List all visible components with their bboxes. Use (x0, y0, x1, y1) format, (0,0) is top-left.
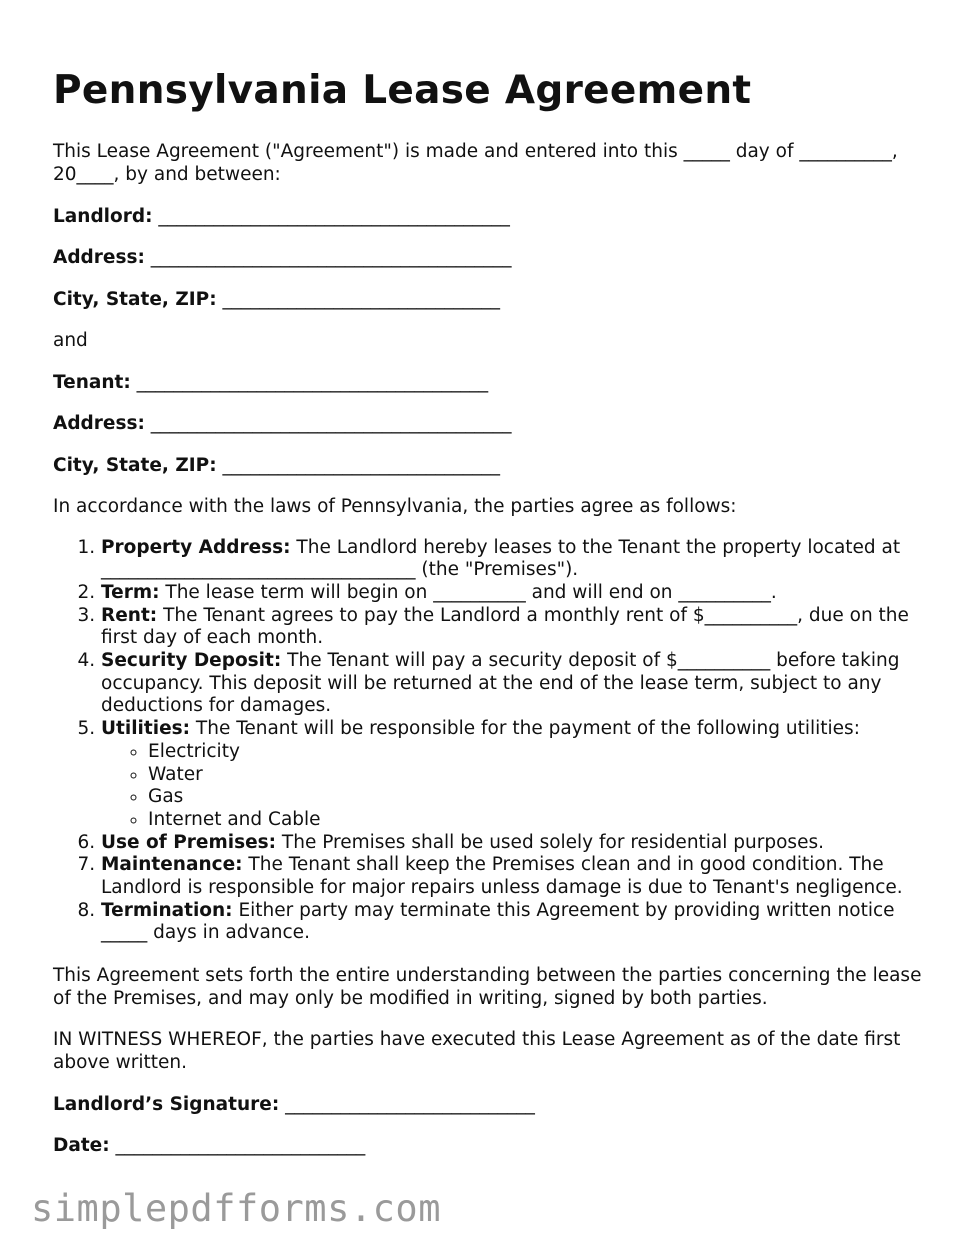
tenant-name-field (53, 371, 923, 394)
term-label: Property Address: (101, 536, 291, 558)
term-label: Security Deposit: (101, 650, 282, 672)
term-maintenance (101, 854, 923, 899)
landlord-address-field (53, 246, 923, 269)
term-termination (101, 900, 923, 945)
term-security-deposit (101, 650, 923, 718)
and-text: and (53, 330, 88, 351)
field-blank: ___________________________ (109, 1135, 366, 1157)
term-text: The Landlord hereby leases to the Tenant the property located at __________________________________ (the "Premises"). (101, 536, 901, 581)
field-label: City, State, ZIP: (53, 454, 217, 476)
field-label: Landlord’s Signature: (53, 1093, 280, 1115)
term-text: The Tenant shall keep the Premises clean and in good condition. The Landlord is responsible for major repairs unless damage is due to Tenant's negligence. (101, 854, 903, 899)
term-text: The Tenant agrees to pay the Landlord a monthly rent of $__________, due on the first day of each month. (101, 604, 909, 649)
tenant-address-field (53, 412, 923, 435)
field-blank: ______________________________________ (152, 205, 510, 227)
tenant-city-field (53, 454, 923, 477)
field-label: Address: (53, 247, 145, 268)
landlord-signature-field (53, 1093, 923, 1116)
field-label: Landlord: (53, 205, 153, 227)
field-label: Date: (53, 1135, 110, 1157)
term-text: Either party may terminate this Agreement by providing written notice _____ days in advance. (101, 899, 895, 944)
field-blank: _______________________________________ (144, 413, 512, 434)
term-property-address (101, 537, 923, 582)
field-label: Address: (53, 413, 145, 434)
term-label: Use of Premises: (101, 831, 277, 853)
terms-list (53, 537, 923, 946)
term-use-of-premises (101, 832, 923, 855)
landlord-name-field (53, 205, 923, 228)
accordance-paragraph: In accordance with the laws of Pennsylvania, the parties agree as follows: (53, 496, 737, 517)
term-text: The lease term will begin on __________ and will end on __________. (159, 581, 777, 603)
document-title: Pennsylvania Lease Agreement (53, 68, 752, 113)
term-label: Term: (101, 581, 160, 603)
field-blank: ______________________________ (216, 454, 501, 476)
field-label: City, State, ZIP: (53, 288, 217, 310)
utility-item: ◦ Internet and Cable (148, 809, 923, 832)
watermark: simplepdfforms.com (31, 1187, 441, 1230)
term-text: The Premises shall be used solely for residential purposes. (276, 831, 824, 853)
date-field (53, 1134, 923, 1157)
utility-item: ◦ Water (148, 764, 923, 787)
utilities-list (101, 741, 923, 832)
term-label: Maintenance: (101, 854, 243, 876)
intro-paragraph: This Lease Agreement ("Agreement") is made and entered into this _____ day of __________, 20____, by and between: (53, 141, 898, 185)
utility-item: ◦ Electricity (148, 741, 923, 764)
field-blank: ______________________________ (216, 288, 501, 310)
entire-agreement-paragraph: This Agreement sets forth the entire understanding between the parties concerning the lease of the Premises, and may only be modified in writing, signed by both parties. (53, 964, 922, 1009)
term-label: Rent: (101, 604, 158, 626)
term-rent (101, 605, 923, 650)
field-blank: ___________________________ (279, 1093, 535, 1115)
landlord-city-field (53, 288, 923, 311)
field-blank: ______________________________________ (130, 371, 489, 393)
field-label: Tenant: (53, 371, 131, 393)
term-text: The Tenant will pay a security deposit of $__________ before taking occupancy. This deposit will be returned at the end of the lease term, subject to any deductions for damages. (101, 650, 900, 717)
term-text: The Tenant will be responsible for the payment of the following utilities: (190, 718, 860, 740)
term-utilities (101, 718, 923, 832)
field-blank: _______________________________________ (144, 247, 512, 268)
term-label: Termination: (101, 899, 233, 921)
term-label: Utilities: (101, 718, 191, 740)
witness-paragraph: IN WITNESS WHEREOF, the parties have executed this Lease Agreement as of the date first above written. (53, 1029, 901, 1074)
utility-item: ◦ Gas (148, 786, 923, 809)
lease-document (53, 62, 923, 1157)
term-lease-term (101, 582, 923, 605)
